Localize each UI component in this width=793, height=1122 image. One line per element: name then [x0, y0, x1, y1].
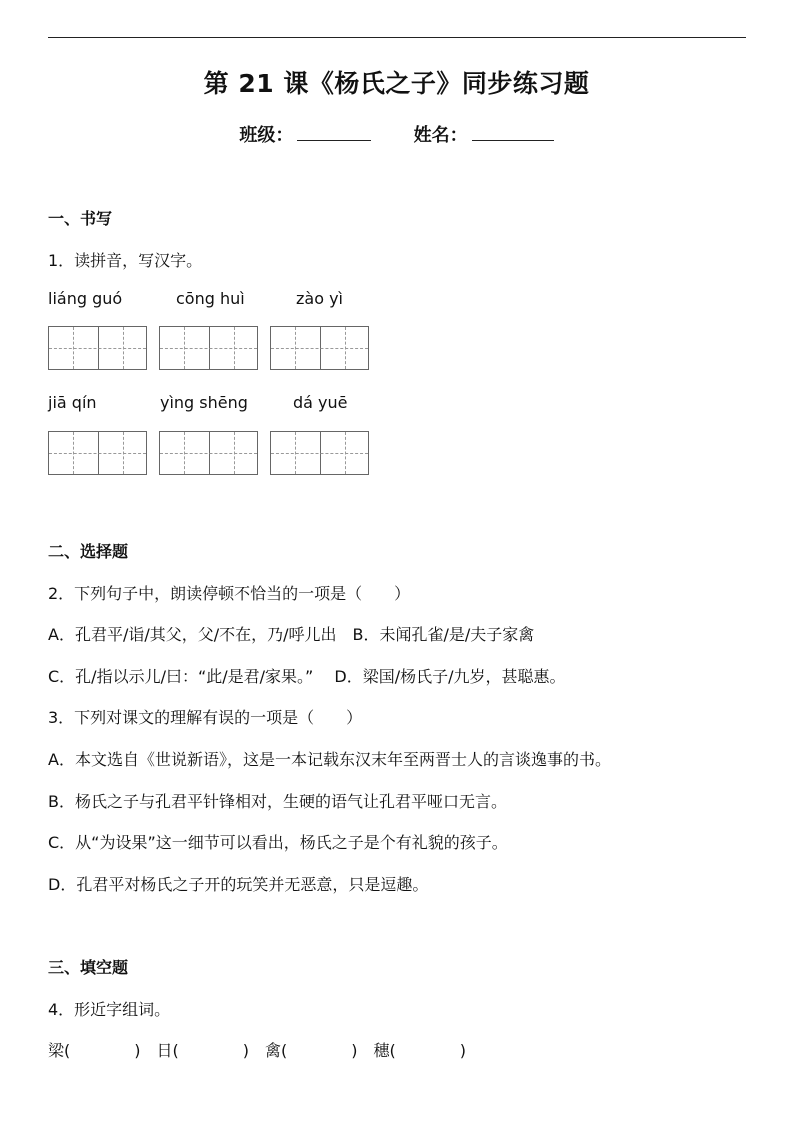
q2-options-ab: A．孔君平/诣/其父，父/不在，乃/呼儿出 B．未闻孔雀/是/夫子家禽: [48, 625, 535, 644]
q3-option-d: D．孔君平对杨氏之子开的玩笑并无恶意，只是逗趣。: [48, 875, 429, 894]
pinyin-2: cōng huì: [176, 289, 245, 308]
writing-grid[interactable]: [48, 431, 147, 475]
class-blank[interactable]: [297, 126, 371, 141]
student-info: [0, 121, 793, 147]
name-label: 姓名：: [413, 125, 468, 146]
question-2: 2．下列句子中，朗读停顿不恰当的一项是（ ）: [48, 584, 411, 603]
q3-option-c: C．从“为设果”这一细节可以看出，杨氏之子是个有礼貌的孩子。: [48, 833, 508, 852]
name-field: [414, 121, 554, 147]
writing-grid[interactable]: [270, 431, 369, 475]
class-label: 班级：: [239, 125, 294, 146]
q2-options-cd: C．孔/指以示儿/曰：“此/是君/家果。” D．梁国/杨氏子/九岁，甚聪惠。: [48, 667, 566, 686]
writing-grid[interactable]: [159, 326, 258, 370]
section-heading-2: 二、选择题: [48, 542, 129, 561]
question-1: 1．读拼音，写汉字。: [48, 251, 203, 270]
class-field: [239, 121, 371, 147]
name-blank[interactable]: [472, 126, 554, 141]
writing-grid[interactable]: [159, 431, 258, 475]
pinyin-4: jiā qín: [48, 393, 97, 412]
pinyin-6: dá yuē: [293, 393, 348, 412]
pinyin-5: yìng shēng: [160, 393, 248, 412]
q3-option-b: B．杨氏之子与孔君平针锋相对，生硬的语气让孔君平哑口无言。: [48, 792, 507, 811]
writing-grid[interactable]: [270, 326, 369, 370]
pinyin-3: zào yì: [296, 289, 343, 308]
section-heading-3: 三、填空题: [48, 958, 129, 977]
q4-items: 梁( ) 日( ) 禽( ) 穗( ): [48, 1041, 466, 1060]
section-heading-1: 一、书写: [48, 209, 113, 228]
header-rule: [48, 37, 746, 38]
question-4: 4．形近字组词。: [48, 1000, 171, 1019]
question-3: 3．下列对课文的理解有误的一项是（ ）: [48, 708, 363, 727]
page-title: 第 21 课《杨氏之子》同步练习题: [203, 69, 590, 98]
q3-option-a: A．本文选自《世说新语》，这是一本记载东汉末年至两晋士人的言谈逸事的书。: [48, 750, 611, 769]
writing-grid[interactable]: [48, 326, 147, 370]
pinyin-1: liáng guó: [48, 289, 123, 308]
